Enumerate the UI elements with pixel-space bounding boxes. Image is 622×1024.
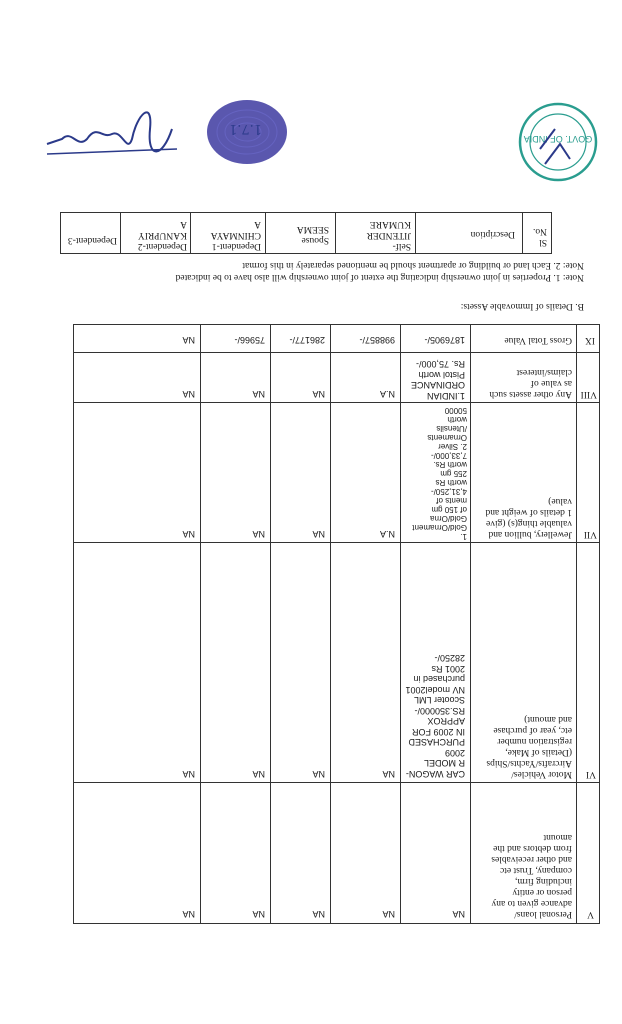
row-dep2: NA xyxy=(252,529,265,539)
svg-text:GOVT. OF INDIA: GOVT. OF INDIA xyxy=(523,134,593,144)
col-dep3: Dependent-3 xyxy=(67,235,117,245)
col-sl: Sl No. xyxy=(533,226,547,247)
row-dep1: NA xyxy=(312,529,325,539)
row-sl: VII xyxy=(583,529,597,539)
row-self: NA xyxy=(452,909,465,919)
section-b-heading: B. Details of Immovable Assets: xyxy=(460,301,584,311)
table-row xyxy=(74,403,599,543)
note-2: Note: 2. Each land or building or apartment should be mentioned separately in this format xyxy=(242,260,584,270)
row-description: Any other assets such as value of claims/interest xyxy=(489,367,572,399)
row-sl: V xyxy=(587,909,594,919)
col-dep2: Dependent-2 KANUPRIY A xyxy=(137,219,187,251)
row-dep3: NA xyxy=(182,529,195,539)
row-dep2: NA xyxy=(252,769,265,779)
row-self: CAR WAGON- R MODEL 2009 PURCHASED IN 2009 FOR APPROX RS.350000/- Scooter LML NV model2001 purchased in 2001 Rs 28250/- xyxy=(405,653,465,779)
table-row xyxy=(74,543,599,783)
note-1: Note: 1. Properties in joint ownership indicating the extent of joint ownership will also have to be indicated xyxy=(175,272,584,282)
row-dep3: NA xyxy=(182,769,195,779)
row-dep1: NA xyxy=(312,769,325,779)
table-row xyxy=(74,353,599,403)
row-description: Personal loans/ advance given to any person or entity including firm, company, Trust etc and other receivables from debtors and the amount xyxy=(491,832,572,919)
row-description: Gross Total Value xyxy=(504,335,572,345)
row-dep1: NA xyxy=(312,389,325,399)
row-dep3: NA xyxy=(182,335,195,345)
header-table xyxy=(60,212,552,254)
col-description: Description xyxy=(470,229,515,239)
row-dep2: NA xyxy=(252,909,265,919)
row-spouse: NA xyxy=(382,909,395,919)
row-dep2: NA xyxy=(252,389,265,399)
table-row xyxy=(74,325,599,353)
row-spouse: NA xyxy=(382,769,395,779)
col-self: Self- JITENDER KUMARE xyxy=(366,219,411,251)
col-dep1: Dependent-1 CHINMAYA A xyxy=(210,219,261,251)
row-sl: VIII xyxy=(580,389,597,399)
handwritten-date: 1.7.1 xyxy=(228,121,262,136)
row-dep1: 286177/- xyxy=(289,335,325,345)
assets-table xyxy=(73,324,600,924)
row-self: 1876905/- xyxy=(424,335,465,345)
row-description: Jewellery, bullion and valuable thing(s) (give 1 details of weight and value) xyxy=(485,496,572,539)
table-row xyxy=(74,783,599,923)
row-spouse: N.A xyxy=(379,389,395,399)
row-sl: IX xyxy=(584,335,595,345)
row-dep3: NA xyxy=(182,909,195,919)
row-self: 1. Gold/Ornament Gold/Orna of 150 gm ments of 4,31,250/- worth Rs 255 gm worth Rs. 7,33,000/- 2. Silver Ornaments /Utensils worth 50000 xyxy=(412,406,467,541)
handwritten-signature xyxy=(42,109,182,169)
row-description: Motor Vehicles/ Aircrafts/Yachts/Ships (Details of Make, registration number etc, year of purchase and amount) xyxy=(486,714,572,779)
row-dep2: 75966/- xyxy=(234,335,265,345)
row-dep3: NA xyxy=(182,389,195,399)
row-spouse: N.A xyxy=(379,529,395,539)
row-spouse: 998857/- xyxy=(359,335,395,345)
col-spouse: Spouse SEEMA xyxy=(296,224,329,245)
row-self: 1.INDIAN ORDINANCE Pistol worth Rs. 75,000/- xyxy=(410,359,465,401)
row-sl: VI xyxy=(585,769,596,779)
row-dep1: NA xyxy=(312,909,325,919)
official-seal xyxy=(515,99,600,184)
